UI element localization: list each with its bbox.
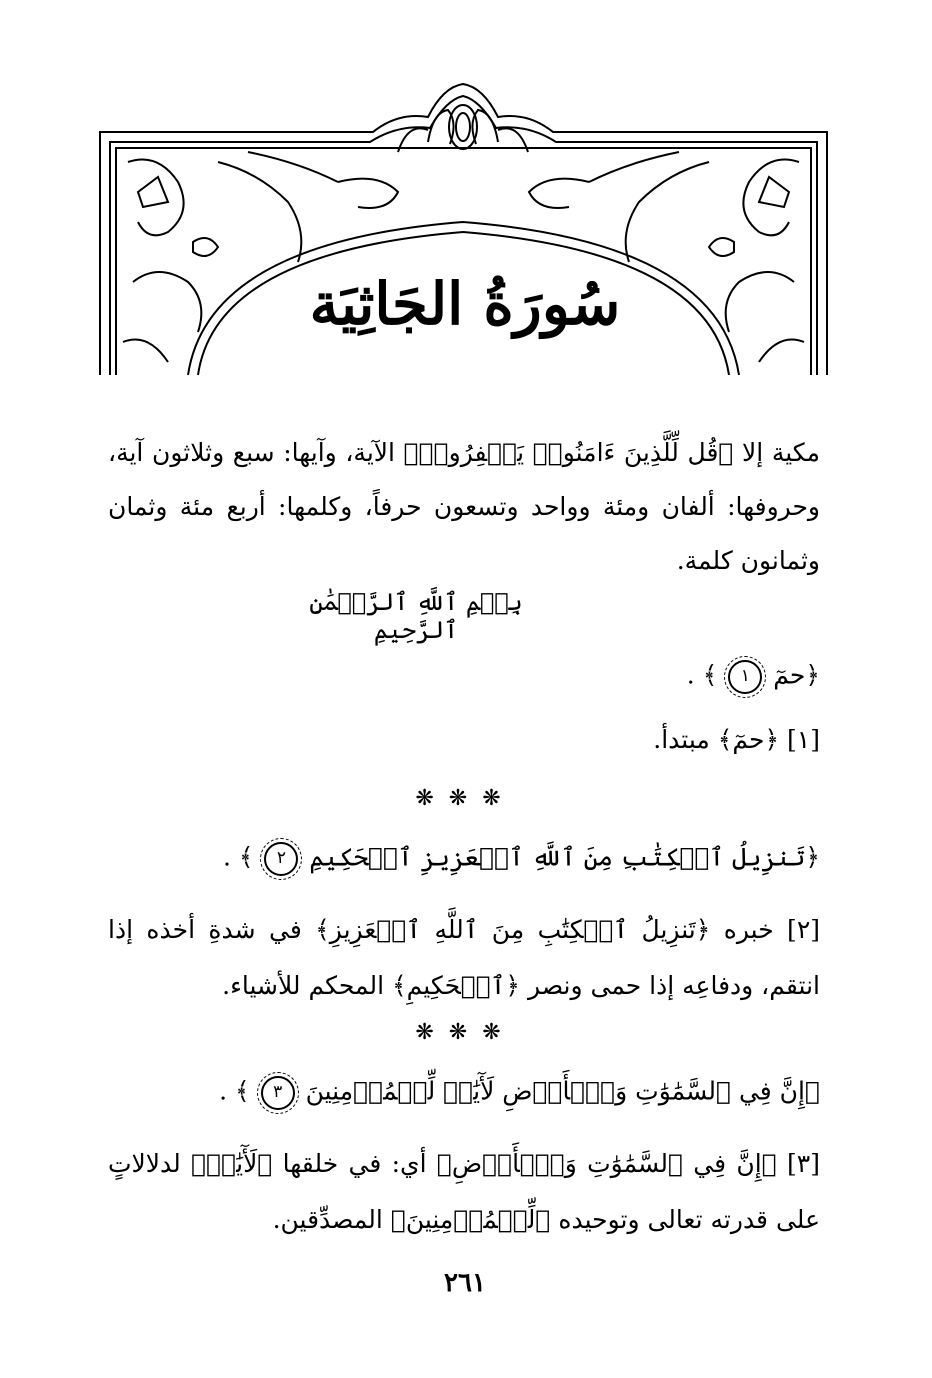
verse-end: ﴾ . (219, 1076, 250, 1106)
surah-title: سُورَةُ الجَاثِيَة (309, 270, 621, 338)
commentary-3: [٣] ﴿إِنَّ فِي ٱلسَّمَٰوَٰتِ وَٱلۡأَرۡضِ﴾ أي: في خلقها ﴿لَأٓيَٰتٖ﴾ لدلالاتٍ على قدرته تعالى وتوحيده ﴿لِّلۡمُؤۡمِنِينَ﴾ المصدِّقين. (108, 1149, 820, 1234)
verse-3 (219, 1076, 820, 1110)
commentary-2: [٢] خبره ﴿تَنزِيلُ ٱلۡكِتَٰبِ مِنَ ٱللَّهِ ٱلۡعَزِيزِ﴾ في شدةِ أخذه إذا انتقم، ودفاعِه إذا حمى ونصر ﴿ٱلۡحَكِيمِ﴾ المحكم للأشياء. (108, 915, 821, 1000)
verse-text: ﴿تَنزِيلُ ٱلۡكِتَٰبِ مِنَ ٱللَّهِ ٱلۡعَزِيزِ ٱلۡحَكِيمِ (309, 842, 820, 872)
verse-number-marker: ٣ (261, 1076, 295, 1110)
verse-end: ﴾ . (686, 660, 718, 690)
verse-end: ﴾ . (222, 842, 254, 872)
basmala: بِسۡمِ ٱللَّهِ ٱلرَّحۡمَٰنِ ٱلرَّحِيمِ (309, 588, 523, 644)
verse-2 (223, 842, 820, 876)
commentary-1: [١] ﴿حمٓ﴾ مبتدأ. (653, 725, 820, 754)
section-separator: ❋ ❋ ❋ (415, 786, 505, 811)
verse-text: ﴿حمٓ (773, 660, 820, 690)
verse-number-marker: ١ (728, 660, 762, 694)
verse-number-marker: ٢ (264, 842, 298, 876)
section-separator: ❋ ❋ ❋ (415, 1020, 505, 1045)
surah-introduction: مكية إلا ﴿قُل لِّلَّذِينَ ءَامَنُوا۟ يَغۡفِرُوا۟﴾ الآية، وآيها: سبع وثلاثون آية، وحروفها: ألفان ومئة وواحد وتسعون حرفاً، وكلمها: أربع مئة وثمان وثمانون كلمة. (108, 438, 820, 575)
verse-1 (687, 660, 820, 694)
page-number: ٢٦١ (444, 1268, 486, 1298)
verse-text: ﴿إِنَّ فِي ٱلسَّمَٰوَٰتِ وَٱلۡأَرۡضِ لَأٓيَٰتٖ لِّلۡمُؤۡمِنِينَ (305, 1076, 820, 1106)
